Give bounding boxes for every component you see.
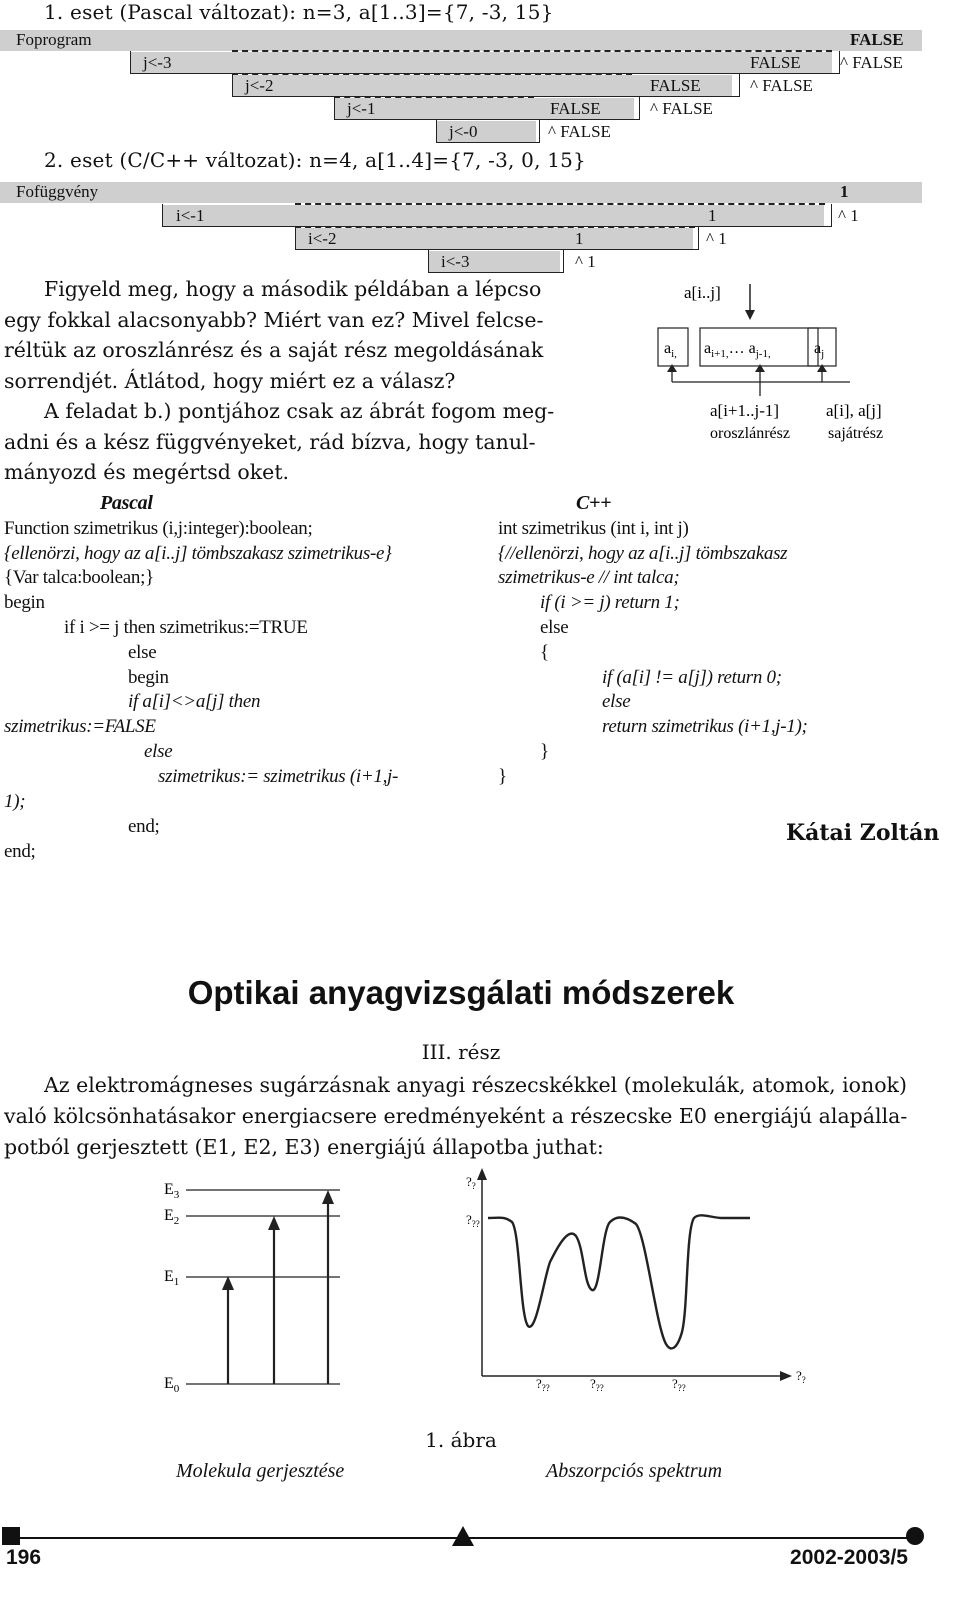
article-part: III. rész <box>421 1040 501 1064</box>
array-top-label: a[i..j] <box>684 283 721 302</box>
case1-level2-value: FALSE <box>650 76 701 95</box>
pascal-line: {ellenörzi, hogy az a[i..j] tömbszakasz szimetrikus-e} <box>4 543 392 564</box>
level-label-e0: $E_0$ <box>164 1375 180 1395</box>
case2-level1-label: i<-1 <box>176 206 205 225</box>
cpp-line: { <box>540 642 549 663</box>
spectrum-curve <box>488 1215 750 1348</box>
pascal-line: szimetrikus:= szimetrikus (i+1,j- <box>158 766 399 787</box>
pascal-line: begin <box>4 592 45 613</box>
absorption-spectrum <box>460 1166 820 1396</box>
level-label-e3: $E_3$ <box>164 1181 180 1201</box>
case2-main-label: Fofüggvény <box>16 182 99 201</box>
array-right-sublabel: sajátrész <box>828 425 884 442</box>
case2-main-bar <box>0 182 922 203</box>
cpp-line: return szimetrikus (i+1,j-1); <box>602 716 808 737</box>
intro-line: adni és a kész függvényeket, rád bízva, hogy tanul- <box>4 429 536 454</box>
footer-circle-icon <box>906 1527 924 1545</box>
pascal-line: if i >= j then szimetrikus:=TRUE <box>64 617 308 638</box>
author-name: Kátai Zoltán <box>786 820 940 846</box>
case2-level2-label: i<-2 <box>308 229 337 248</box>
array-diagram <box>650 276 910 456</box>
svg-text:ai+1,… aj-1,: $a_{i+1,}\dots$ $a_{j-1,}$ <box>704 340 771 360</box>
array-left-sublabel: oroszlánrész <box>710 425 790 442</box>
cpp-line: {//ellenörzi, hogy az a[i..j] tömbszakasz <box>498 543 788 564</box>
cpp-line: } <box>498 766 507 787</box>
case1-heading: 1. eset (Pascal változat): n=3, a[1..3]={7, -3, 15} <box>44 0 554 24</box>
pascal-line: begin <box>128 667 169 688</box>
pascal-line: if a[i]<>a[j] then <box>128 691 261 712</box>
cpp-line: else <box>602 691 631 712</box>
intro-line: mányozd és megértsd oket. <box>4 460 290 484</box>
spectrum-axis-mark: $?_?$ <box>466 1174 476 1191</box>
intro-line: Figyeld meg, hogy a második példában a lépcso <box>44 277 542 301</box>
figure-left-caption: Molekula gerjesztése <box>176 1460 345 1482</box>
array-cell-middle <box>700 328 818 366</box>
article-paragraph-line2: való kölcsönhatásakor energiacsere eredményeként a részecske E0 energiájú alapálla- <box>4 1104 908 1128</box>
case2-heading: 2. eset (C/C++ változat): n=4, a[1..4]={7, -3, 0, 15} <box>44 148 586 172</box>
case1-level2-label: j<-2 <box>245 76 274 95</box>
case1-level1-return: ^ FALSE <box>840 53 903 72</box>
cpp-line: if (a[i] != a[j]) return 0; <box>602 667 782 688</box>
level-label-e2: $E_2$ <box>164 1207 180 1227</box>
footer-triangle-icon <box>452 1526 474 1546</box>
case1-level4-return: ^ FALSE <box>548 122 611 141</box>
case2-level2-value: 1 <box>575 229 584 248</box>
cpp-line: int szimetrikus (int i, int j) <box>498 518 689 539</box>
pascal-line: end; <box>4 841 36 862</box>
case1-level1-label: j<-3 <box>143 53 172 72</box>
cpp-line: if (i >= j) return 1; <box>540 592 680 613</box>
case1-main-bar <box>0 30 922 51</box>
intro-line: A feladat b.) pontjához csak az ábrát fogom meg- <box>44 399 555 423</box>
spectrum-axis-mark: $?_{??}$ <box>466 1212 480 1229</box>
svg-text:ai,: $a_{i,}$ <box>664 340 677 360</box>
cpp-line: szimetrikus-e // int talca; <box>498 567 680 588</box>
array-cell-first <box>658 328 688 366</box>
spectrum-axis-mark: $?_{??}$ <box>590 1376 604 1393</box>
svg-text:aj: $a_j$ <box>814 340 825 360</box>
case2-level3-return: ^ 1 <box>575 252 596 271</box>
article-title: Optikai anyagvizsgálati módszerek <box>187 974 735 1011</box>
intro-line: sorrendjét. Átlátod, hogy miért ez a válasz? <box>4 368 456 393</box>
energy-level-diagram <box>150 1168 450 1408</box>
pascal-line: else <box>144 741 173 762</box>
figure-caption: 1. ábra <box>425 1428 497 1452</box>
page-number: 196 <box>6 1546 42 1569</box>
footer-square-icon <box>2 1527 20 1545</box>
spectrum-axis-mark: $?_{??}$ <box>536 1376 550 1393</box>
case2-level3-label: i<-3 <box>441 252 470 271</box>
case2-level1-return: ^ 1 <box>838 206 859 225</box>
pascal-line: else <box>128 642 157 663</box>
figure-right-caption: Abszorpciós spektrum <box>546 1460 723 1482</box>
intro-line: egy fokkal alacsonyabb? Miért van ez? Mivel felcse- <box>4 307 544 332</box>
pascal-title: Pascal <box>100 492 153 514</box>
intro-line: réltük az oroszlánrész és a saját rész megoldásának <box>4 338 544 362</box>
case1-level4-label: j<-0 <box>449 122 478 141</box>
case2-level1-value: 1 <box>708 206 717 225</box>
issue-number: 2002-2003/5 <box>790 1546 908 1569</box>
case1-level3-return: ^ FALSE <box>650 99 713 118</box>
pascal-line: {Var talca:boolean;} <box>4 567 154 588</box>
pascal-line: szimetrikus:=FALSE <box>4 716 156 737</box>
cpp-line: } <box>540 741 549 762</box>
array-cell-last <box>808 328 836 366</box>
array-right-label: a[i], a[j] <box>826 401 882 420</box>
case1-level3-label: j<-1 <box>347 99 376 118</box>
case1-level3-value: FALSE <box>550 99 601 118</box>
pascal-line: 1); <box>4 791 26 812</box>
case2-level2-return: ^ 1 <box>706 229 727 248</box>
cpp-line: else <box>540 617 569 638</box>
spectrum-axis-mark: $?_{??}$ <box>672 1376 686 1393</box>
array-left-label: a[i+1..j-1] <box>710 401 780 420</box>
case2-result-top: 1 <box>840 182 849 201</box>
level-label-e1: $E_1$ <box>164 1268 180 1288</box>
case1-main-label: Foprogram <box>16 30 92 49</box>
case1-level1-value: FALSE <box>750 53 801 72</box>
article-paragraph-line3: potból gerjesztett (E1, E2, E3) energiájú állapotba juthat: <box>4 1135 604 1159</box>
case1-level2-return: ^ FALSE <box>750 76 813 95</box>
pascal-line: Function szimetrikus (i,j:integer):boolean; <box>4 518 313 539</box>
intro-paragraph <box>4 274 560 488</box>
article-paragraph-line1: Az elektromágneses sugárzásnak anyagi részecskékkel (molekulák, atomok, ionok) <box>44 1073 907 1097</box>
cpp-title: C++ <box>576 492 612 514</box>
pascal-line: end; <box>128 816 160 837</box>
spectrum-axis-mark: $?_?$ <box>796 1368 806 1385</box>
case1-result-top: FALSE <box>850 30 904 49</box>
